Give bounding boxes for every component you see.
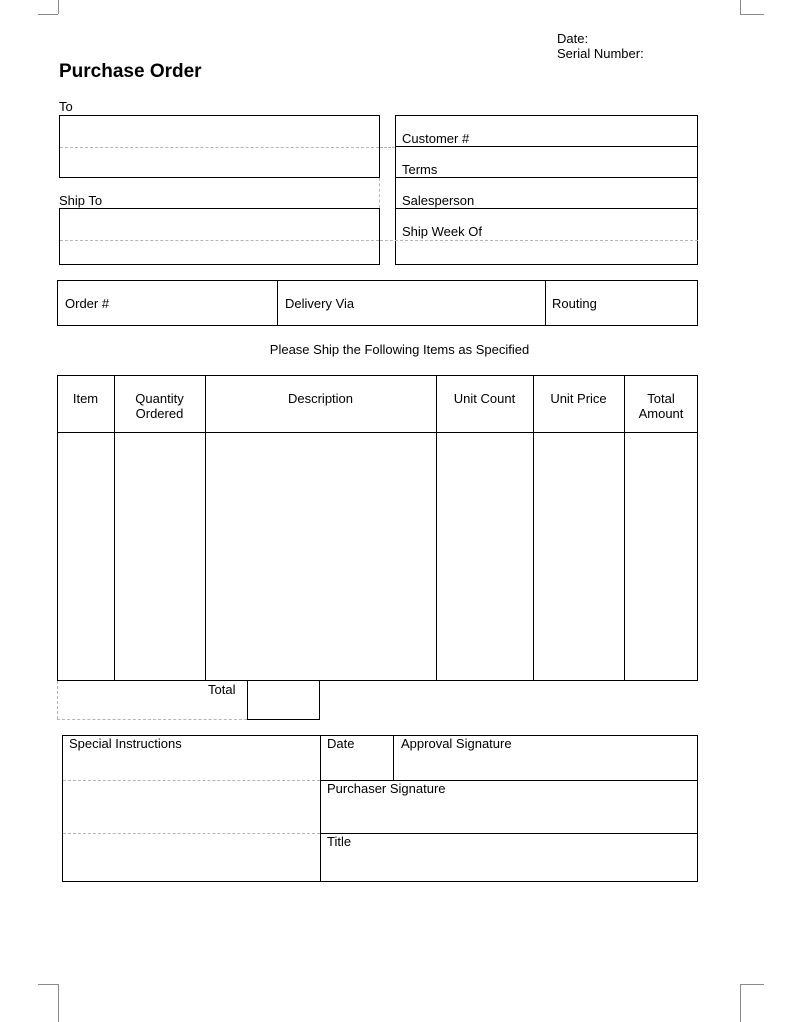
order-info-divider — [395, 146, 698, 147]
crop-mark — [740, 14, 764, 15]
signature-block-divider — [393, 735, 394, 780]
serial-number-label: Serial Number: — [557, 46, 644, 61]
column-header-description — [205, 391, 436, 406]
special-instructions-field[interactable]: Special Instructions — [69, 736, 182, 751]
title-field[interactable]: Title — [327, 834, 352, 849]
items-column-divider — [436, 375, 437, 681]
order-info-divider — [395, 208, 698, 209]
guide-line — [57, 681, 58, 719]
page-title: Purchase Order — [59, 61, 202, 82]
column-header-line: Unit Price — [550, 391, 607, 406]
purchaser-signature-field[interactable]: Purchaser Signature — [327, 781, 446, 796]
crop-mark — [38, 14, 58, 15]
signature-block-divider — [320, 735, 321, 882]
order-details-row — [57, 280, 698, 326]
ship-to-label: Ship To — [59, 193, 103, 208]
terms-field[interactable]: Terms — [402, 162, 438, 177]
items-column-divider — [533, 375, 534, 681]
order-details-divider — [277, 280, 278, 326]
order-info-divider — [380, 240, 698, 241]
column-header-line: Unit Count — [453, 391, 516, 406]
signature-block — [62, 735, 698, 882]
order-info-divider — [380, 147, 395, 148]
to-label: To — [59, 99, 73, 114]
column-header-item — [57, 391, 114, 406]
special-instructions-divider — [63, 780, 320, 781]
guide-line — [379, 178, 380, 208]
column-header-line: Total — [647, 391, 675, 406]
ship-to-address-box[interactable] — [59, 208, 380, 265]
ship-to-address-divider — [60, 240, 379, 241]
column-header-line: Description — [287, 391, 354, 406]
crop-mark — [58, 0, 59, 14]
crop-mark — [740, 984, 741, 1022]
column-header-quantity — [114, 391, 205, 421]
special-instructions-divider — [63, 833, 320, 834]
column-header-total-amount — [624, 391, 698, 421]
total-field[interactable] — [247, 680, 320, 720]
to-address-divider — [60, 147, 379, 148]
crop-mark — [740, 984, 764, 985]
column-header-unit-price — [533, 391, 624, 406]
crop-mark — [740, 0, 741, 14]
salesperson-field[interactable]: Salesperson — [402, 193, 475, 208]
signature-block-divider — [320, 833, 698, 834]
column-header-line: Amount — [638, 406, 684, 421]
routing-field[interactable]: Routing — [552, 296, 597, 311]
shipping-instruction: Please Ship the Following Items as Specified — [269, 342, 530, 357]
delivery-via-field[interactable]: Delivery Via — [285, 296, 355, 311]
ship-week-field[interactable]: Ship Week Of — [402, 224, 482, 239]
items-column-divider — [205, 375, 206, 681]
column-header-line: Ordered — [135, 406, 184, 421]
order-details-divider — [545, 280, 546, 326]
customer-number-field[interactable]: Customer # — [402, 131, 470, 146]
column-header-line: Item — [72, 391, 99, 406]
date-label: Date: — [557, 31, 589, 46]
approval-signature-field[interactable]: Approval Signature — [401, 736, 512, 751]
total-label: Total — [208, 682, 236, 697]
items-table-header-line — [57, 432, 698, 433]
order-number-field[interactable]: Order # — [65, 296, 110, 311]
column-header-unit-count — [436, 391, 533, 406]
crop-mark — [38, 984, 58, 985]
date-field[interactable]: Date — [327, 736, 355, 751]
column-header-line: Quantity — [135, 391, 184, 406]
crop-mark — [58, 984, 59, 1022]
order-info-divider — [395, 177, 698, 178]
guide-line — [57, 719, 247, 720]
